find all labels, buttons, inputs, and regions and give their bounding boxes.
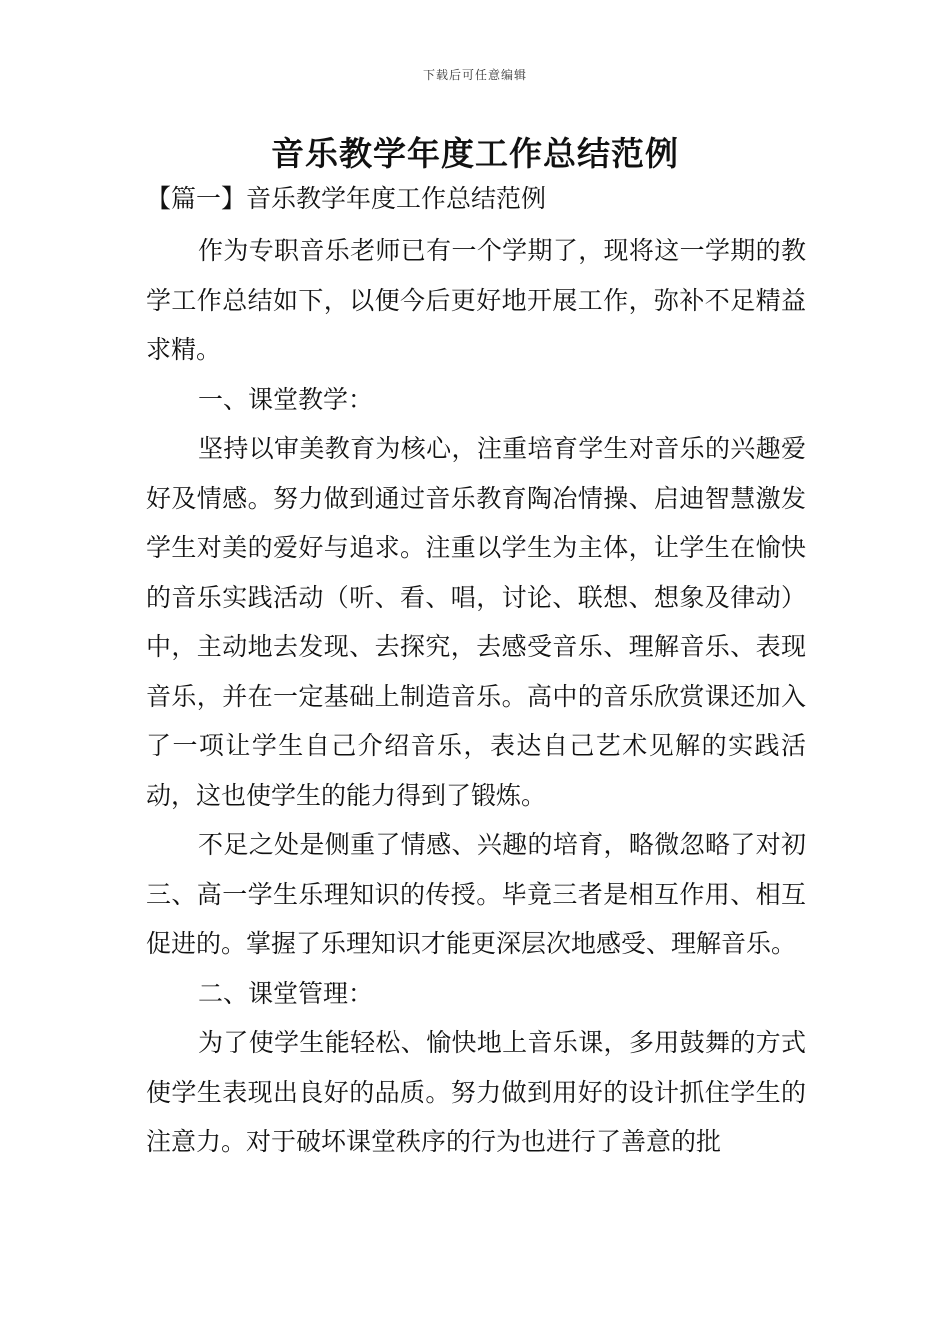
paragraph-intro: 作为专职音乐老师已有一个学期了，现将这一学期的教学工作总结如下，以便今后更好地开展工作，弥补不足精益求精。: [146, 236, 806, 364]
header-note: 下载后可任意编辑: [422, 68, 527, 82]
body-text: [146, 226, 806, 1167]
paragraph-management: 为了使学生能轻松、愉快地上音乐课，多用鼓舞的方式使学生表现出良好的品质。努力做到用好的设计抓住学生的注意力。对于破坏课堂秩序的行为也进行了善意的批: [146, 1028, 806, 1156]
document-title: 音乐教学年度工作总结范例: [271, 134, 679, 173]
subheading-classroom-teaching: 一、课堂教学：: [198, 384, 374, 414]
paragraph-teaching-approach: 坚持以审美教育为核心，注重培育学生对音乐的兴趣爱好及情感。努力做到通过音乐教育陶冶情操、启迪智慧激发学生对美的爱好与追求。注重以学生为主体，让学生在愉快的音乐实践活动（听、看、唱，讨论、联想、想象及律动）中，主动地去发现、去探究，去感受音乐、理解音乐、表现音乐，并在一定基础上制造音乐。高中的音乐欣赏课还加入了一项让学生自己介绍音乐，表达自己艺术见解的实践活动，这也使学生的能力得到了锻炼。: [146, 434, 806, 810]
subheading-classroom-management: 二、课堂管理：: [198, 978, 374, 1008]
section-heading: 【篇一】音乐教学年度工作总结范例: [146, 184, 547, 213]
paragraph-shortcomings: 不足之处是侧重了情感、兴趣的培育，略微忽略了对初三、高一学生乐理知识的传授。毕竟三者是相互作用、相互促进的。掌握了乐理知识才能更深层次地感受、理解音乐。: [146, 830, 806, 958]
